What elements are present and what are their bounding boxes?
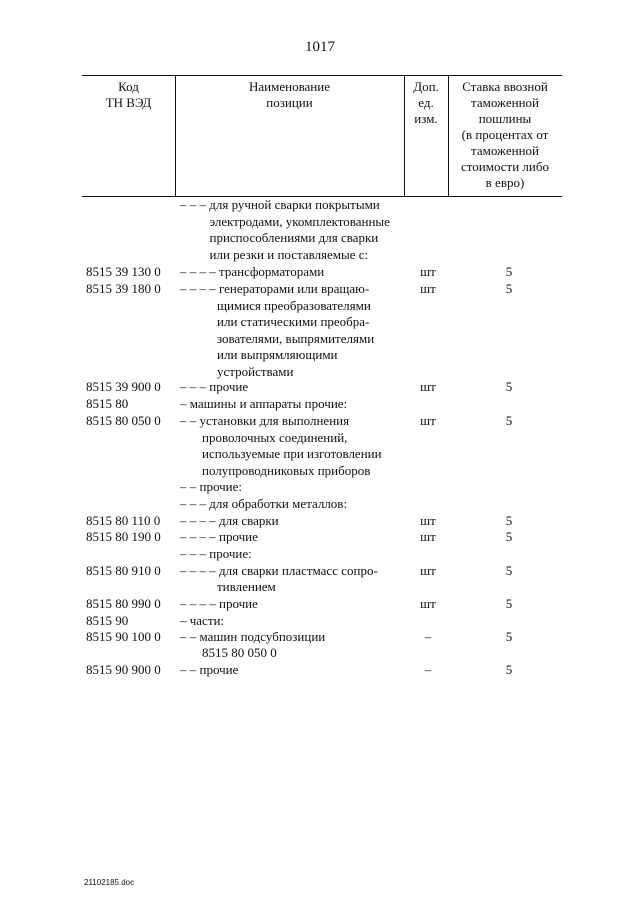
table-row xyxy=(0,413,640,430)
row-rate: 5 xyxy=(505,596,513,611)
table-row xyxy=(0,364,640,381)
row-code: 8515 39 180 0 xyxy=(86,281,161,296)
row-code: 8515 90 100 0 xyxy=(86,629,161,644)
row-name: – – машин подсубпозиции xyxy=(180,629,326,644)
row-name: – части: xyxy=(180,613,225,628)
table-row xyxy=(0,546,640,563)
row-unit: шт xyxy=(420,596,436,611)
row-unit: шт xyxy=(420,281,436,296)
row-rate: 5 xyxy=(505,379,513,394)
table-row xyxy=(0,446,640,463)
table-row xyxy=(0,563,640,580)
row-name: используемые при изготовлении xyxy=(202,446,382,461)
row-code: 8515 80 990 0 xyxy=(86,596,161,611)
table-row xyxy=(0,247,640,264)
row-code: 8515 39 130 0 xyxy=(86,264,161,279)
header-name: Наименование позиции xyxy=(249,79,330,110)
row-name: – – – – для сварки пластмасс сопро- xyxy=(180,563,378,578)
table-row xyxy=(0,430,640,447)
row-name: щимися преобразователями xyxy=(217,297,371,313)
row-name: – – – для обработки металлов: xyxy=(180,496,348,511)
row-name: проволочных соединений, xyxy=(202,429,348,445)
header-unit: Доп. ед. изм. xyxy=(413,79,439,126)
table-row xyxy=(0,463,640,480)
row-name: тивлением xyxy=(217,579,276,594)
row-unit: шт xyxy=(420,413,436,428)
table-row xyxy=(0,264,640,281)
row-rate: 5 xyxy=(505,563,513,578)
row-code: 8515 80 110 0 xyxy=(86,513,161,528)
row-rate: 5 xyxy=(505,513,513,528)
row-unit: шт xyxy=(420,264,436,279)
row-name: приспособлениями для сварки xyxy=(209,230,379,245)
row-code: 8515 80 910 0 xyxy=(86,563,161,578)
table-row xyxy=(0,347,640,364)
table-row xyxy=(0,331,640,348)
row-code: 8515 39 900 0 xyxy=(86,379,161,394)
row-rate: 5 xyxy=(505,413,513,428)
table-row xyxy=(0,396,640,413)
table-header xyxy=(82,75,562,197)
table-row xyxy=(0,579,640,596)
table-row xyxy=(0,645,640,662)
table-row xyxy=(0,197,640,214)
row-rate: 5 xyxy=(505,264,513,279)
row-unit: шт xyxy=(420,529,436,544)
row-name: – – – – генераторами или вращаю- xyxy=(180,281,370,296)
row-name: – – – – трансформаторами xyxy=(180,264,325,279)
row-name: – – – – для сварки xyxy=(180,513,279,528)
row-name: 8515 80 050 0 xyxy=(202,645,277,660)
row-unit: – xyxy=(424,662,432,677)
row-rate: 5 xyxy=(505,281,513,296)
row-name: устройствами xyxy=(217,363,294,379)
table-row xyxy=(0,529,640,546)
table-row xyxy=(0,629,640,646)
row-code: 8515 80 190 0 xyxy=(86,529,161,544)
row-code: 8515 80 xyxy=(86,396,129,411)
row-code: 8515 90 900 0 xyxy=(86,662,161,677)
row-name: – – – прочие xyxy=(180,379,249,394)
footer-filename: 21102185.doc xyxy=(84,878,135,887)
table-row xyxy=(0,314,640,331)
row-unit: шт xyxy=(420,379,436,394)
row-unit: шт xyxy=(420,513,436,528)
row-name: полупроводниковых приборов xyxy=(202,462,371,478)
table-row xyxy=(0,298,640,315)
page-number: 1017 xyxy=(305,39,335,55)
table-row xyxy=(0,596,640,613)
row-code: 8515 80 050 0 xyxy=(86,413,161,428)
table-row xyxy=(0,214,640,231)
row-unit: – xyxy=(424,629,432,644)
row-name: – – – – прочие xyxy=(180,596,258,611)
table-row xyxy=(0,513,640,530)
table-row xyxy=(0,479,640,496)
row-name: или резки и поставляемые с: xyxy=(209,246,369,262)
header-code: Код ТН ВЭД xyxy=(105,79,152,110)
row-name: – – – для ручной сварки покрытыми xyxy=(180,197,380,212)
row-name: – – установки для выполнения xyxy=(180,413,350,428)
table-row xyxy=(0,230,640,247)
row-rate: 5 xyxy=(505,629,513,644)
table-row xyxy=(0,281,640,298)
table-row xyxy=(0,496,640,513)
row-rate: 5 xyxy=(505,662,513,677)
row-name: – – прочие xyxy=(180,662,239,677)
table-row xyxy=(0,662,640,679)
row-name: – – – – прочие xyxy=(180,529,258,544)
row-name: или выпрямляющими xyxy=(217,347,338,362)
row-code: 8515 90 xyxy=(86,613,129,628)
header-rate: Ставка ввозной таможенной пошлины (в процентах от таможенной стоимости либо в евро) xyxy=(460,79,549,190)
table-row xyxy=(0,613,640,630)
row-name: – – – прочие: xyxy=(180,546,252,561)
row-name: зователями, выпрямителями xyxy=(217,330,375,346)
row-name: или статическими преобра- xyxy=(217,314,370,329)
row-unit: шт xyxy=(420,563,436,578)
row-name: – машины и аппараты прочие: xyxy=(180,396,348,411)
row-name: – – прочие: xyxy=(180,479,242,494)
table-row xyxy=(0,379,640,396)
row-rate: 5 xyxy=(505,529,513,544)
row-name: электродами, укомплектованные xyxy=(209,213,390,229)
